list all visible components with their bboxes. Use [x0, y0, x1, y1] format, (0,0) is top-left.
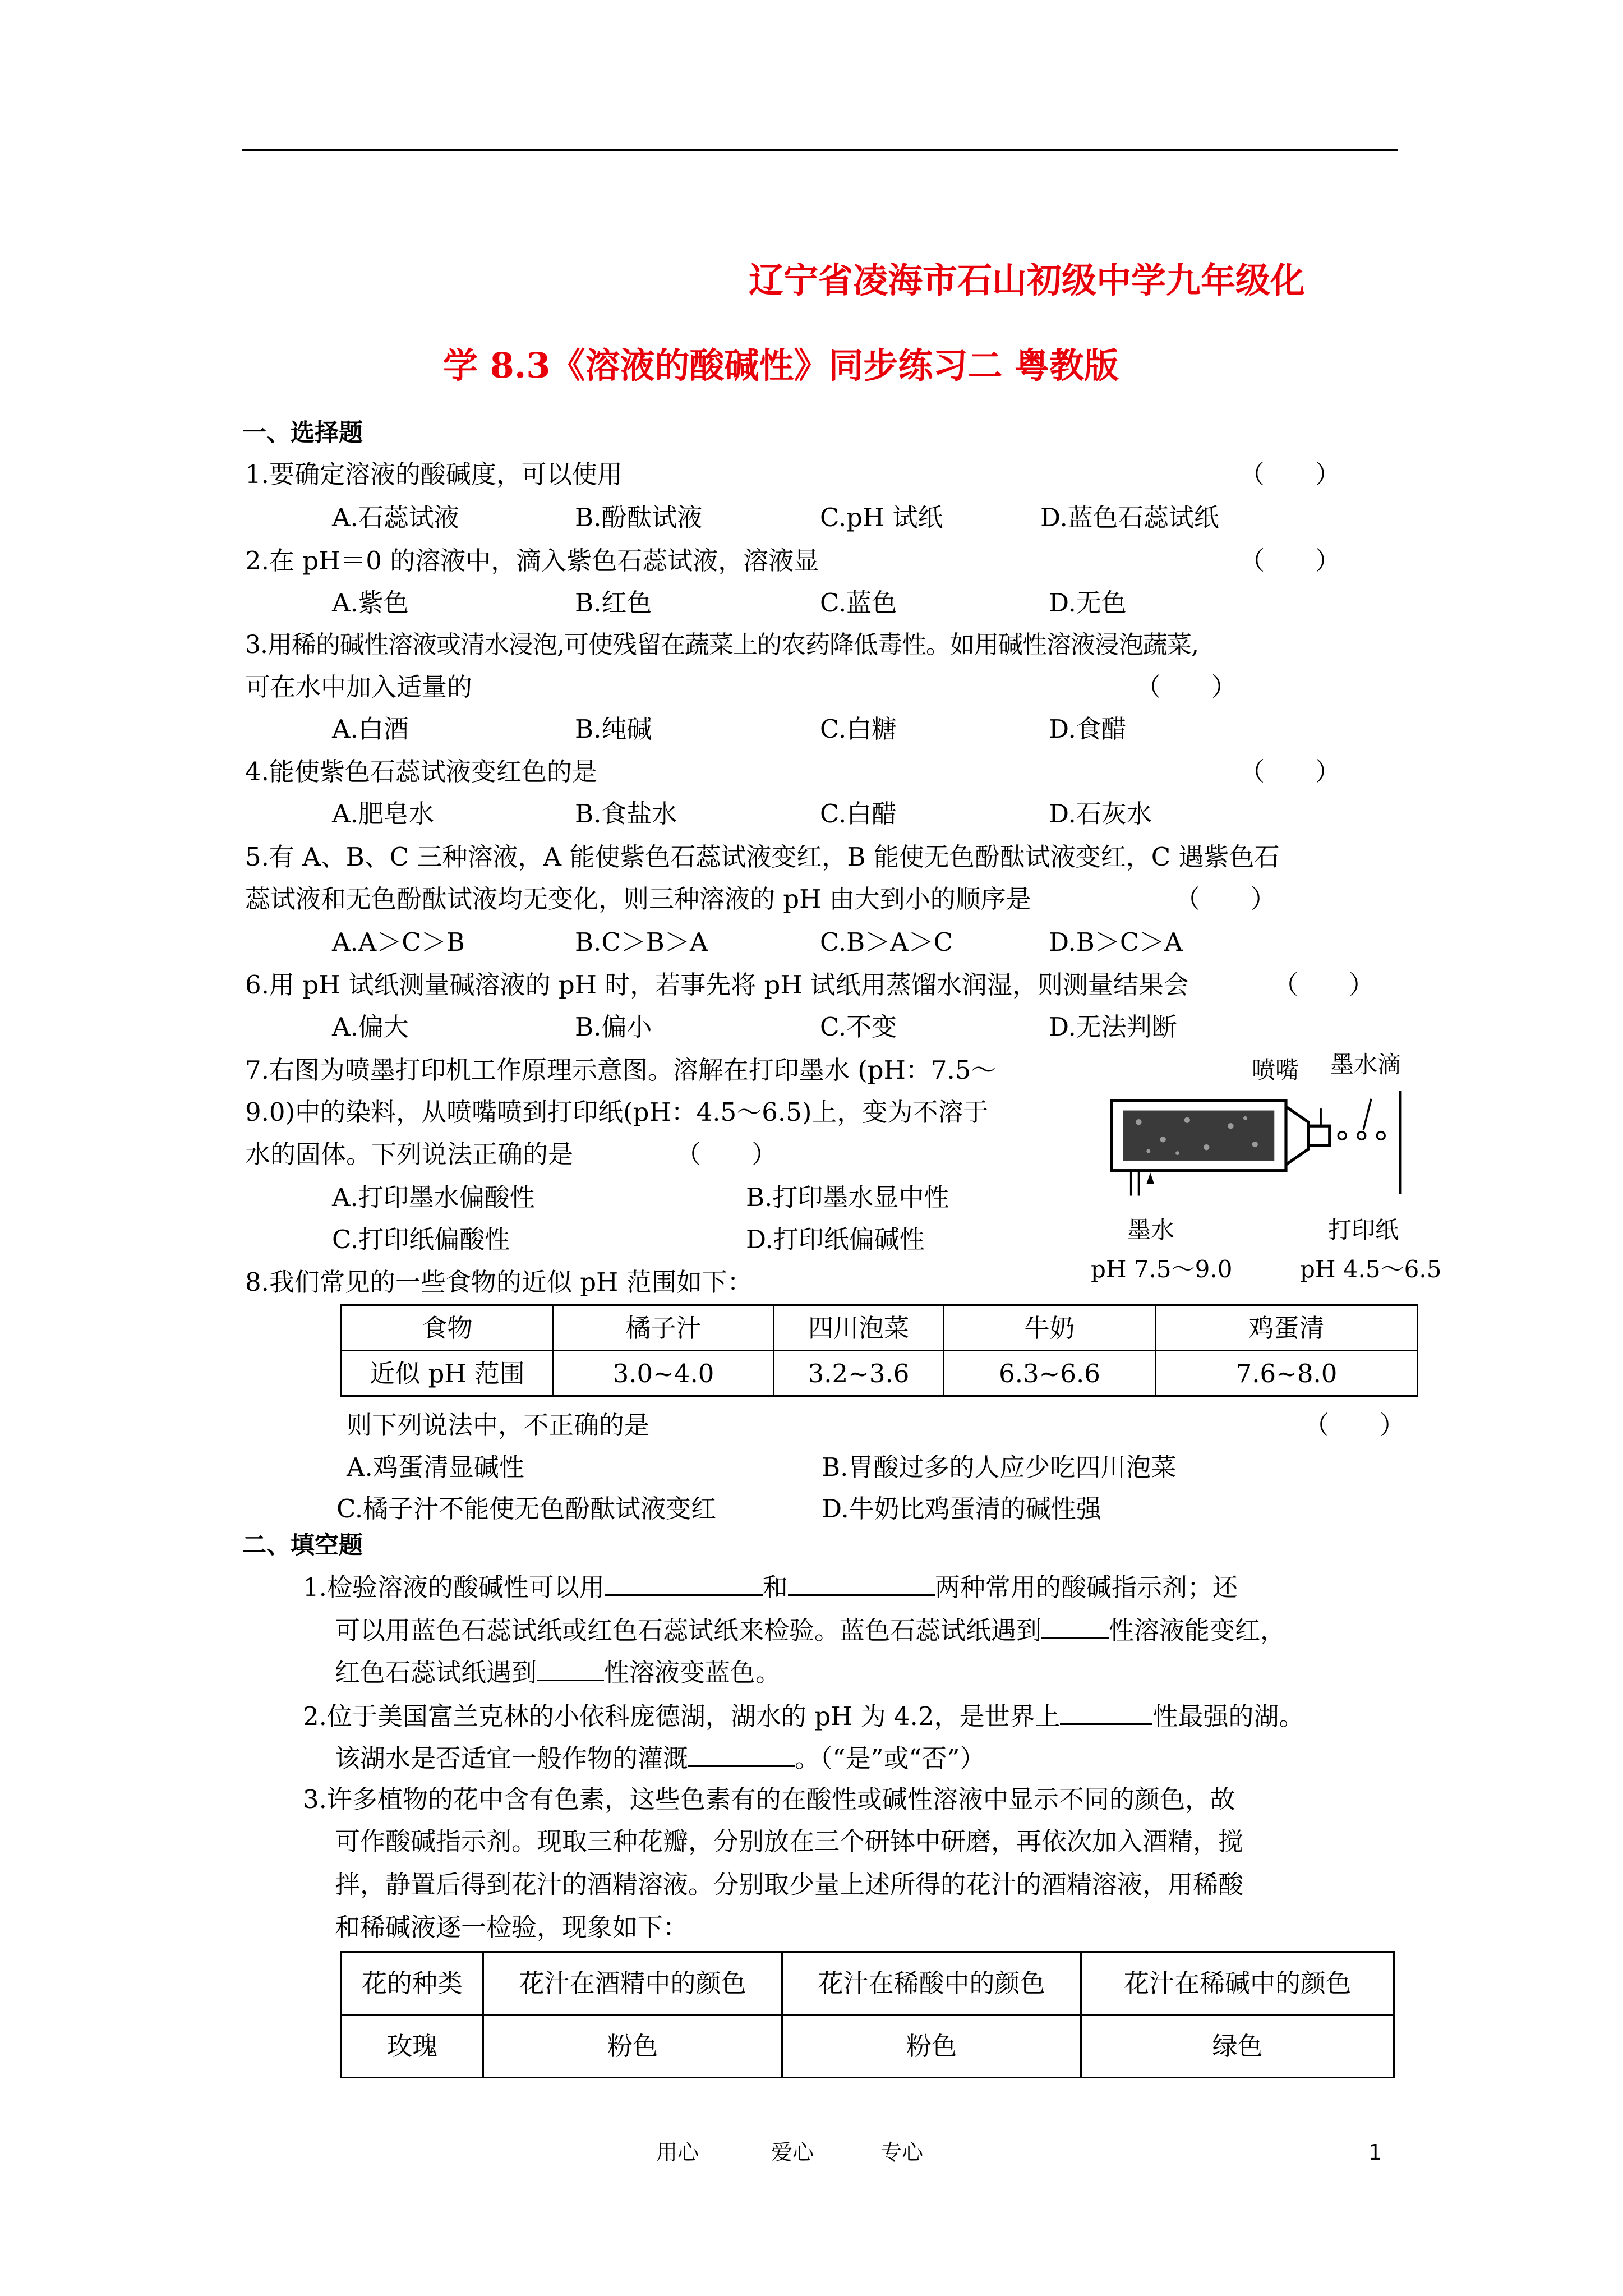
answer-blank[interactable] [1060, 1694, 1152, 1725]
table-row [342, 2015, 1394, 2078]
fill-text: 。（“是”或“否”） [795, 1743, 985, 1773]
table-cell: 花汁在酒精中的颜色 [483, 1952, 782, 2015]
question-stem: 5.有 A、B、C 三种溶液，A 能使紫色石蕊试液变红，B 能使无色酚酞试液变红，C 遇紫色石 [245, 842, 1280, 872]
table-cell: 鸡蛋清 [1156, 1305, 1418, 1351]
option-b: B.纯碱 [575, 714, 652, 744]
option-a: A.石蕊试液 [332, 503, 459, 532]
option-c: C.白醋 [820, 799, 897, 829]
fill-question-cont: 和稀碱液逐一检验，现象如下： [335, 1912, 689, 1942]
diagram-label-ink-ph: pH 7.5～9.0 [1091, 1255, 1233, 1283]
diagram-label-droplet: 墨水滴 [1330, 1051, 1401, 1078]
fill-question: 3.许多植物的花中含有色素，这些色素有的在酸性或碱性溶液中显示不同的颜色，故 [303, 1784, 1235, 1814]
option-b: B.偏小 [575, 1012, 652, 1042]
option-c: C.pH 试纸 [820, 503, 943, 532]
fill-question-cont: 可作酸碱指示剂。现取三种花瓣，分别放在三个研钵中研磨，再依次加入酒精，搅 [335, 1826, 1244, 1856]
option-b: B.酚酞试液 [575, 503, 703, 532]
question-stem: 8.我们常见的一些食物的近似 pH 范围如下： [245, 1267, 753, 1297]
option-c: C.蓝色 [820, 588, 897, 618]
table-cell: 3.2~3.6 [774, 1351, 944, 1396]
table-row [342, 1952, 1394, 2015]
table-row [342, 1305, 1418, 1351]
food-ph-table [340, 1304, 1418, 1397]
diagram-label-paper: 打印纸 [1328, 1216, 1399, 1244]
answer-paren: （ ） [1304, 1410, 1405, 1440]
tank-neck [1286, 1107, 1308, 1165]
option-b: B.胃酸过多的人应少吃四川泡菜 [822, 1452, 1177, 1482]
table-cell: 绿色 [1081, 2015, 1394, 2078]
option-c: C.B＞A＞C [820, 927, 953, 957]
inkjet-diagram [1108, 1091, 1422, 1198]
answer-paren: （ ） [1239, 459, 1341, 489]
option-d: D.石灰水 [1049, 799, 1152, 829]
title-line-2: 学 8.3《溶液的酸碱性》同步练习二 粤教版 [443, 345, 1119, 386]
table-cell: 食物 [342, 1305, 554, 1351]
table-cell: 粉色 [782, 2015, 1081, 2078]
option-c: C.不变 [820, 1012, 897, 1042]
option-b: B.食盐水 [575, 799, 677, 829]
option-a: A.肥皂水 [332, 799, 434, 829]
fill-text: 2.位于美国富兰克林的小依科庞德湖，湖水的 pH 为 4.2，是世界上 [303, 1701, 1061, 1731]
diagram-label-paper-ph: pH 4.5～6.5 [1300, 1255, 1442, 1283]
option-b: B.C＞B＞A [575, 927, 708, 957]
fill-text: 和 [762, 1572, 788, 1602]
option-b: B.打印墨水显中性 [746, 1182, 949, 1212]
fill-text: 性最强的湖。 [1152, 1701, 1304, 1731]
option-a: A.鸡蛋清显碱性 [347, 1452, 524, 1482]
table-cell: 3.0~4.0 [554, 1351, 774, 1396]
answer-paren: （ ） [676, 1139, 777, 1169]
ink-fill [1123, 1111, 1274, 1161]
table-cell: 花汁在稀酸中的颜色 [782, 1952, 1081, 2015]
table-cell: 四川泡菜 [774, 1305, 944, 1351]
option-a: A.打印墨水偏酸性 [332, 1182, 535, 1212]
section-heading: 二、填空题 [242, 1531, 363, 1559]
question-stem: 2.在 pH＝0 的溶液中，滴入紫色石蕊试液，溶液显 [245, 546, 819, 576]
option-c: C.白糖 [820, 714, 897, 744]
answer-paren: （ ） [1239, 546, 1341, 576]
question-stem-cont: 可在水中加入适量的 [245, 672, 473, 702]
header-rule [242, 149, 1398, 151]
question-stem: 1.要确定溶液的酸碱度，可以使用 [245, 459, 623, 489]
answer-paren: （ ） [1175, 884, 1276, 914]
option-a: A.白酒 [332, 714, 409, 744]
droplet-pointer [1363, 1099, 1371, 1130]
option-d: D.B＞C＞A [1049, 927, 1183, 957]
question-stem-cont: 水的固体。下列说法正确的是 [245, 1139, 574, 1169]
question-stem-cont: 蕊试液和无色酚酞试液均无变化，则三种溶液的 pH 由大到小的顺序是 [245, 884, 1031, 914]
option-d: D.食醋 [1049, 714, 1127, 744]
footer-motto: 专心 [880, 2140, 924, 2165]
nozzle [1308, 1126, 1330, 1145]
option-a: A.紫色 [332, 588, 409, 618]
option-d: D.无色 [1049, 588, 1127, 618]
answer-paren: （ ） [1273, 970, 1375, 1000]
fill-question-cont: 拌，静置后得到花汁的酒精溶液。分别取少量上述所得的花汁的酒精溶液，用稀酸 [335, 1870, 1244, 1899]
flower-indicator-table [340, 1951, 1395, 2078]
fill-question-cont [335, 1650, 781, 1694]
fill-text: 性溶液能变红， [1109, 1616, 1286, 1645]
question-stem-cont: 9.0)中的染料，从喷嘴喷到打印纸(pH：4.5～6.5)上，变为不溶于 [245, 1097, 989, 1127]
table-cell: 7.6~8.0 [1156, 1351, 1418, 1396]
answer-blank[interactable] [688, 1736, 795, 1767]
answer-paren: （ ） [1239, 757, 1341, 786]
table-cell: 花的种类 [342, 1952, 483, 2015]
table-cell: 近似 pH 范围 [342, 1351, 554, 1396]
option-c: C.橘子汁不能使无色酚酞试液变红 [336, 1494, 717, 1524]
table-row [342, 1351, 1418, 1396]
option-b: B.红色 [575, 588, 652, 618]
fill-question-cont [335, 1608, 1285, 1651]
footer-motto: 爱心 [771, 2140, 814, 2165]
droplet [1358, 1132, 1366, 1140]
answer-blank[interactable] [1041, 1608, 1109, 1639]
table-cell: 6.3~6.6 [944, 1351, 1156, 1396]
fill-text: 两种常用的酸碱指示剂；还 [934, 1572, 1238, 1602]
section-heading: 一、选择题 [242, 419, 363, 447]
answer-blank[interactable] [537, 1650, 604, 1681]
question-stem: 6.用 pH 试纸测量碱溶液的 pH 时，若事先将 pH 试纸用蒸馏水润湿，则测量结果会 [245, 970, 1189, 1000]
ink-arrow [1146, 1172, 1154, 1184]
fill-text: 可以用蓝色石蕊试纸或红色石蕊试纸来检验。蓝色石蕊试纸遇到 [335, 1616, 1042, 1645]
diagram-label-nozzle: 喷嘴 [1252, 1056, 1299, 1084]
table-cell: 牛奶 [944, 1305, 1156, 1351]
option-d: D.打印纸偏碱性 [746, 1225, 925, 1254]
table-cell: 粉色 [483, 2015, 782, 2078]
fill-question [303, 1565, 1238, 1608]
question-tail: 则下列说法中，不正确的是 [347, 1410, 650, 1440]
question-stem: 4.能使紫色石蕊试液变红色的是 [245, 757, 597, 786]
answer-blank[interactable] [605, 1565, 763, 1596]
fill-text: 1.检验溶液的酸碱性可以用 [303, 1572, 605, 1602]
fill-text: 红色石蕊试纸遇到 [335, 1658, 537, 1687]
answer-paren: （ ） [1136, 672, 1237, 702]
diagram-label-ink: 墨水 [1127, 1216, 1175, 1244]
option-a: A.A＞C＞B [332, 927, 465, 957]
droplet [1338, 1132, 1346, 1140]
footer-motto: 用心 [656, 2140, 699, 2165]
answer-blank[interactable] [788, 1565, 935, 1596]
fill-text: 该湖水是否适宜一般作物的灌溉 [335, 1743, 689, 1773]
option-c: C.打印纸偏酸性 [332, 1225, 510, 1254]
title-line-1: 辽宁省凌海市石山初级中学九年级化 [749, 260, 1306, 301]
option-a: A.偏大 [332, 1012, 409, 1042]
fill-question [303, 1694, 1304, 1737]
question-stem: 3.用稀的碱性溶液或清水浸泡,可使残留在蔬菜上的农药降低毒性。如用碱性溶液浸泡蔬菜, [245, 631, 1198, 659]
fill-question-cont [335, 1736, 985, 1779]
droplet [1377, 1132, 1385, 1140]
option-d: D.蓝色石蕊试纸 [1040, 503, 1219, 532]
option-d: D.无法判断 [1049, 1012, 1177, 1042]
table-cell: 花汁在稀碱中的颜色 [1081, 1952, 1394, 2015]
question-stem: 7.右图为喷墨打印机工作原理示意图。溶解在打印墨水 (pH：7.5～ [245, 1055, 997, 1085]
table-cell: 橘子汁 [554, 1305, 774, 1351]
page-number: 1 [1368, 2140, 1382, 2165]
table-cell: 玫瑰 [342, 2015, 483, 2078]
fill-text: 性溶液变蓝色。 [604, 1658, 781, 1687]
option-d: D.牛奶比鸡蛋清的碱性强 [822, 1494, 1101, 1524]
